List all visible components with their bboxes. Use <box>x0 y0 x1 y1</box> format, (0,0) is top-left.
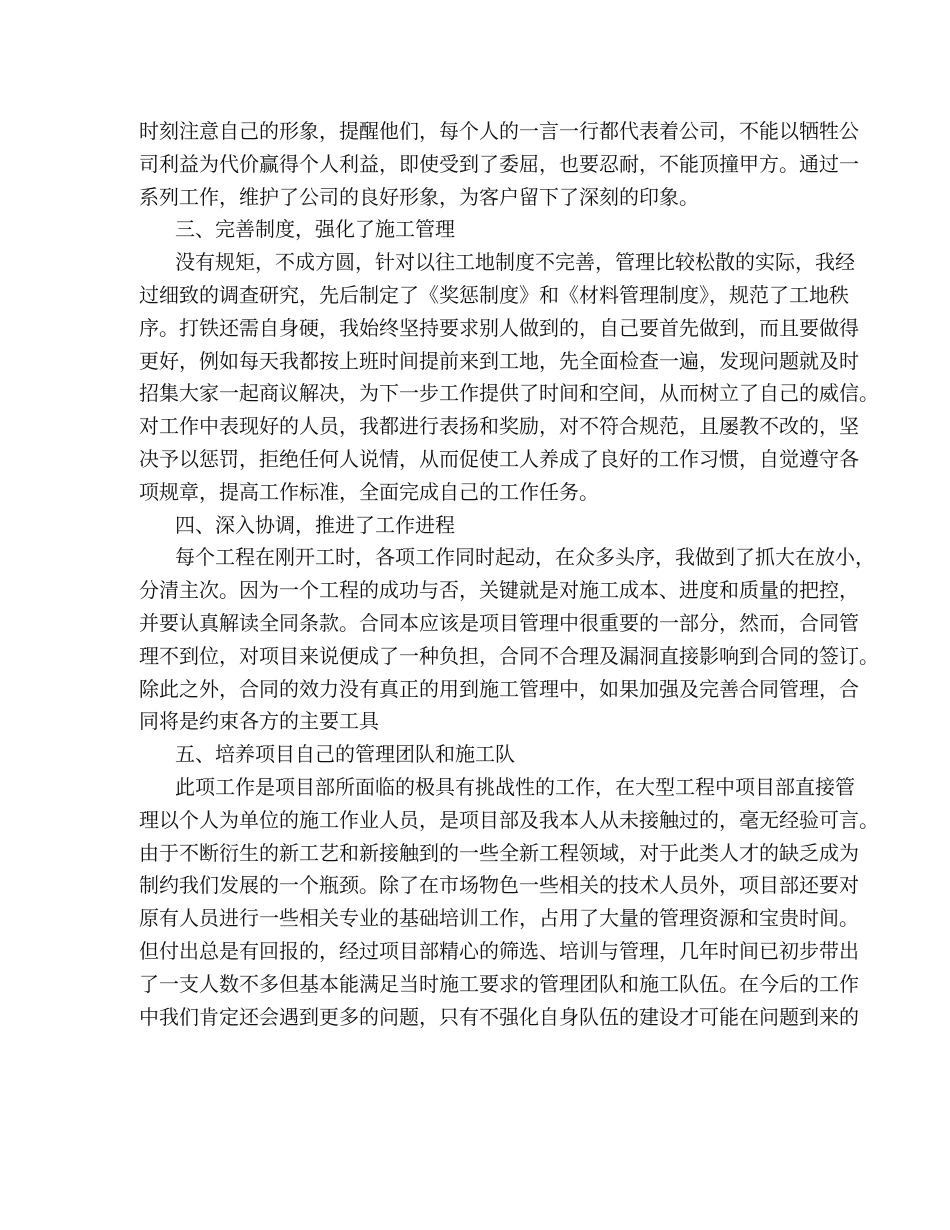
text-line: 除此之外，合同的效力没有真正的用到施工管理中，如果加强及完善合同管理，合 <box>139 676 859 701</box>
text-line: 司利益为代价赢得个人利益，即使受到了委屈，也要忍耐，不能顶撞甲方。通过一 <box>139 151 859 176</box>
text-line: 同将是约束各方的主要工具 <box>139 709 379 734</box>
text-line: 项规章，提高工作标准，全面完成自己的工作任务。 <box>139 479 599 504</box>
text-line: 更好，例如每天我都按上班时间提前来到工地，先全面检查一遍，发现问题就及时 <box>139 348 859 373</box>
text-line: 但付出总是有回报的，经过项目部精心的筛选、培训与管理，几年时间已初步带出 <box>139 938 859 963</box>
text-line: 由于不断衍生的新工艺和新接触到的一些全新工程领域，对于此类人才的缺乏成为 <box>139 840 859 865</box>
text-line: 决予以惩罚，拒绝任何人说情，从而促使工人养成了良好的工作习惯，自觉遵守各 <box>139 446 859 471</box>
text-line: 并要认真解读全同条款。合同本应该是项目管理中很重要的一部分，然而，合同管 <box>139 610 859 635</box>
section-heading-3: 三、完善制度，强化了施工管理 <box>175 217 455 242</box>
section-heading-5: 五、培养项目自己的管理团队和施工队 <box>175 742 515 767</box>
text-line: 每个工程在刚开工时，各项工作同时起动，在众多头序，我做到了抓大在放小， <box>175 545 875 570</box>
text-line: 中我们肯定还会遇到更多的问题，只有不强化自身队伍的建设才可能在问题到来的 <box>139 1004 859 1029</box>
text-line: 对工作中表现好的人员，我都进行表扬和奖励，对不符合规范，且屡教不改的，坚 <box>139 414 859 439</box>
section-5-paragraph <box>139 771 879 1033</box>
text-line: 原有人员进行一些相关专业的基础培训工作，占用了大量的管理资源和宝贵时间。 <box>139 906 859 931</box>
paragraph-continuation <box>139 115 859 213</box>
text-line: 没有规矩，不成方圆，针对以往工地制度不完善，管理比较松散的实际，我经 <box>175 250 855 275</box>
section-3-paragraph <box>139 246 879 508</box>
text-line: 序。打铁还需自身硬，我始终坚持要求别人做到的，自己要首先做到，而且要做得 <box>139 315 859 340</box>
text-line: 理以个人为单位的施工作业人员，是项目部及我本人从未接触过的，毫无经验可言。 <box>139 807 879 832</box>
document-body <box>139 115 879 1033</box>
text-line: 招集大家一起商议解决，为下一步工作提供了时间和空间，从而树立了自己的威信。 <box>139 381 879 406</box>
text-line: 制约我们发展的一个瓶颈。除了在市场物色一些相关的技术人员外，项目部还要对 <box>139 873 859 898</box>
text-line: 时刻注意自己的形象，提醒他们，每个人的一言一行都代表着公司，不能以牺牲公 <box>139 119 859 143</box>
text-line: 理不到位，对项目来说便成了一种负担，合同不合理及漏洞直接影响到合同的签订。 <box>139 643 879 668</box>
text-line: 分清主次。因为一个工程的成功与否，关键就是对施工成本、进度和质量的把控， <box>139 578 859 603</box>
text-line: 系列工作，维护了公司的良好形象，为客户留下了深刻的印象。 <box>139 184 699 209</box>
text-line: 过细致的调查研究，先后制定了《奖惩制度》和《材料管理制度》，规范了工地秩 <box>139 282 849 307</box>
section-heading-4: 四、深入协调，推进了工作进程 <box>175 512 455 537</box>
section-4-paragraph <box>139 541 879 738</box>
text-line: 了一支人数不多但基本能满足当时施工要求的管理团队和施工队伍。在今后的工作 <box>139 971 859 996</box>
text-line: 此项工作是项目部所面临的极具有挑战性的工作，在大型工程中项目部直接管 <box>175 774 855 799</box>
